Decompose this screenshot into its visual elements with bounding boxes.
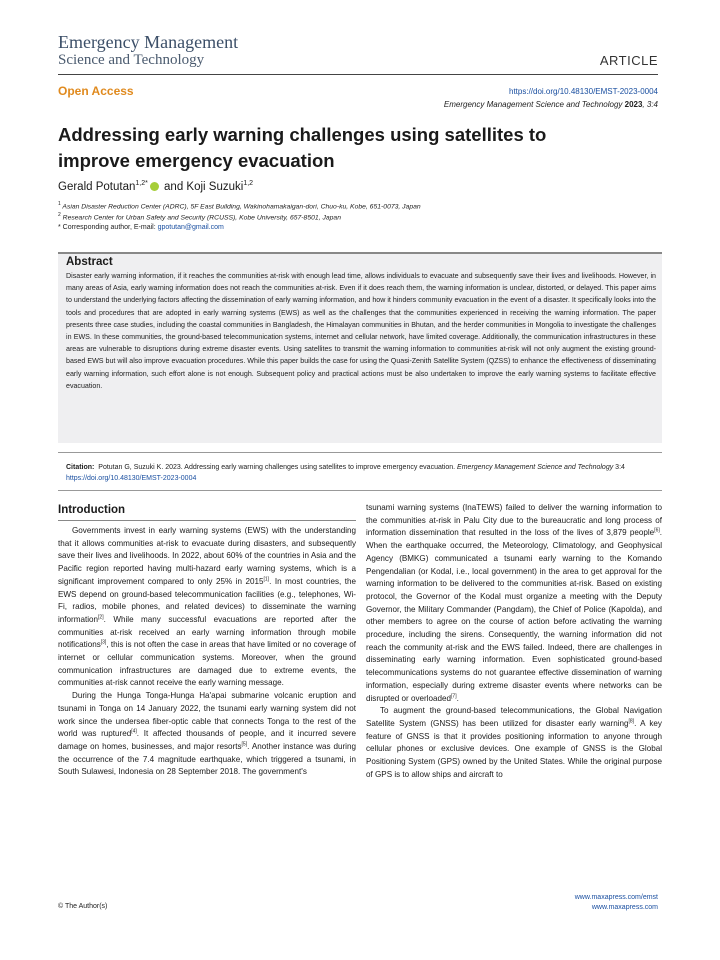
citation-label: Citation: [66, 464, 95, 471]
reference-marker[interactable]: [6] [654, 527, 660, 534]
header-divider [58, 74, 658, 75]
reference-marker[interactable]: [5] [241, 741, 248, 748]
abstract-text: Disaster early warning information, if it reaches the communities at-risk with enough lead time, allows individuals to evacuate and subsequently save their lives and livelihoods. However, in many areas of Asia, early warning information does not reach the communities at-risk. Even if it does reach them, the warning information is unclear, distorted, or delayed. This paper aims to understand the underlying factors affecting the dissemination of early warning information, and how it hinders community evacuation in the event of a disaster. It specifically looks into the tools and procedures that are adopted in early warning systems (EWS) as well as the challenges that the communities experienced in receiving the warning information. The paper presents three case studies, including the coastal communities in Bangladesh, the Himalayan communities in Bhutan, and the herder communities in Mongolia to investigate the challenges in EWS. In these communities, the ground-based telecommunication systems, internet and cellular network, have limited coverage. Additionally, the communication infrastructures in these areas are vulnerable to disruptions during extreme disaster events. Using satellites to transmit the warning information to communities at-risk will not only augment the existing ground-based EWS but will also improve evacuation procedures. While this paper builds the case for using the Quasi-Zenith Satellite System (QZSS) to enhance the effectiveness of disseminating early warning information, such effort alone is not enough. Subsequent policy and practical actions must be also undertaken to improve the early warning systems to facilitate effective evacuation. [66, 272, 656, 390]
reference-marker[interactable]: [3] [100, 639, 107, 646]
citation-divider-bottom [58, 490, 662, 491]
journal-website-link[interactable]: www.maxapress.com/emst [574, 894, 658, 901]
journal-name-line1: Emergency Management [58, 32, 239, 52]
corresponding-author: * Corresponding author, E-mail: gpotutan@gmail.com [58, 224, 224, 231]
reference-marker[interactable]: [4] [131, 728, 137, 735]
copyright-notice: © The Author(s) [58, 903, 108, 910]
journal-name-line2: Science and Technology [58, 52, 205, 68]
citation-divider-top [58, 452, 662, 453]
affiliation-1: $^1$ Asian Disaster Reduction Center (ADRC), 5F East Building, Wakinohamakaigan-dori, Chuo-ku, Kobe, 651-0073, Japan [58, 201, 421, 211]
author-1-affiliation: 1,2* [135, 180, 148, 187]
abstract-heading: Abstract [66, 256, 113, 268]
corresponding-email-link[interactable]: gpotutan@gmail.com [157, 224, 224, 231]
article-type-label: ARTICLE [599, 53, 658, 68]
publisher-website-link[interactable]: www.maxapress.com [591, 904, 658, 911]
left-column [58, 525, 356, 779]
author-1-name: Gerald Potutan [58, 180, 136, 193]
paper-title: Addressing early warning challenges using satellites to improve emergency evacuation [58, 124, 547, 171]
citation-volume: 3:4 [615, 464, 625, 471]
intro-paragraph-3: To augment the ground-based telecommunications, the Global Navigation Satellite System (GNSS) has been utilized for disaster early warning[8]. A key feature of GNSS is that it provides positioning information to anyone through cellular phones or exclusive devices. One example of GNSS is the Global Positioning System (GPS) owned by the United States. While the original purpose of GPS is to allow ships and aircraft to [366, 706, 662, 779]
affiliation-2: $^2$ Research Center for Urban Safety and Security (RCUSS), Kobe University, 657-8501, Japan [58, 212, 341, 222]
reference-marker[interactable]: [2] [98, 614, 104, 621]
author-list [58, 180, 253, 193]
author-2-affiliation: 1,2 [243, 180, 254, 187]
open-access-label: Open Access [58, 84, 134, 98]
journal-reference [444, 100, 658, 109]
journal-ref-vol: , 3:4 [642, 100, 658, 109]
intro-paragraph-2-continued: tsunami warning systems (InaTEWS) failed to deliver the warning information to the communities at-risk in Palu City due to the bureaucratic and long process of information dissemination that resulted in the loss of the lives of 3,879 people[6]. When the earthquake occurred, the Meteorology, Climatology, and Geophysical Agency (BMKG) communicated a tsunami early warning to the Komando Pengendalian (or Kodal, i.e., local government) in the area to get approval for the warning information to be delivered to the communities at-risk. Based on existing protocol, the Governor of the Kodal must organize a meeting with the Deputy Governor, the Military Commander (Pangdam), the Chief of Police (Kapolda), and other members to agree on the course of action before activating the warning procedure, including the sirens. Consequently, the warning information did not reach the community at-risk and the EWS failed. Indeed, there are challenges in disseminating early warning information. Even sophisticated ground-based telecommunications systems do not guarantee effective dissemination of warning information, especially during extreme disaster events where networks can be disrupted or overloaded[7]. [366, 503, 662, 703]
reference-marker[interactable]: [1] [263, 576, 270, 583]
journal-ref-year: 2023 [624, 100, 643, 109]
citation-doi-link[interactable]: https://doi.org/10.48130/EMST-2023-0004 [66, 475, 197, 482]
citation-journal: Emergency Management Science and Technology [457, 464, 614, 471]
journal-ref-name: Emergency Management Science and Technology [443, 100, 623, 109]
citation-text: Potutan G, Suzuki K. 2023. Addressing early warning challenges using satellites to improve emergency evacuation. [98, 464, 456, 471]
intro-paragraph-2: During the Hunga Tonga-Hunga Ha'apai submarine volcanic eruption and tsunami in Tonga on 14 January 2022, the tsunami early warning system did not work since the undersea fiber-optic cable that connects Tonga to the rest of the world was ruptured[4]. It affected thousands of people, and it incurred severe damage on homes, businesses, and major resorts[5]. Another instance was during the occurrence of the 7.4 magnitude earthquake, which triggered a tsunami, in South Sulawesi, Indonesia on 28 September 2018. The government's [58, 691, 356, 777]
introduction-heading: Introduction [58, 504, 126, 516]
author-2-name: and Koji Suzuki [164, 180, 244, 193]
reference-marker[interactable]: [7] [451, 692, 457, 699]
introduction-underline [58, 520, 356, 521]
intro-paragraph-1: Governments invest in early warning systems (EWS) with the understanding that it allows communities at-risk to evacuate during disasters, and subsequently save their lives and livelihoods. In 2022, about 60% of the countries in Asia and the Pacific region reported having multi-hazard early warning systems, which is a significant improvement compared to only 25% in 2015[1]. In most countries, the EWS depend on ground-based telecommunication facilities (e.g., telephones, Wi-Fi, radios, mobile phones, and related devices) to disseminate the warning information[2]. While many successful evacuations are reported after the communities at-risk received an early warning information through mobile notifications[3], this is not often the case in areas that have limited or no coverage of internet or cellular communication systems. Moreover, when the ground communication infrastructures are damaged due to extreme events, the communities at-risk cannot receive the early warning message. [58, 526, 357, 688]
orcid-icon[interactable] [150, 182, 159, 191]
reference-marker[interactable]: [8] [628, 718, 635, 725]
right-column [366, 502, 662, 781]
doi-link[interactable]: https://doi.org/10.48130/EMST-2023-0004 [509, 87, 658, 96]
citation-block [66, 462, 656, 484]
